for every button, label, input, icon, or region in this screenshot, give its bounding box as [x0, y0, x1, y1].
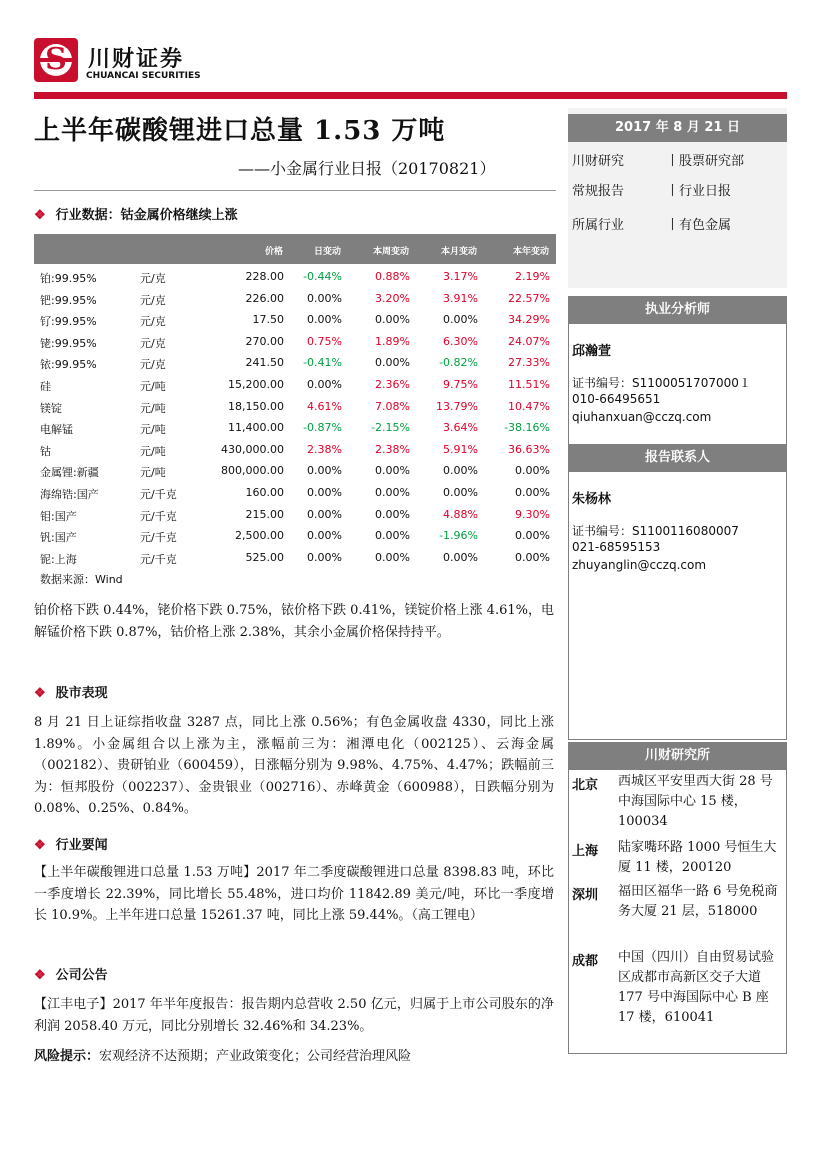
contact-cert: 证书编号：S1100116080007	[572, 524, 739, 538]
table-cell-name: 钒:国产	[40, 531, 77, 545]
brand-name-cn: 川财证券	[88, 47, 185, 72]
table-cell-price: 228.00	[245, 270, 284, 283]
office-city: 深圳	[572, 888, 599, 903]
analyst-heading: 执业分析师	[568, 296, 787, 324]
institute-heading: 川财研究所	[568, 742, 787, 770]
table-cell-price: 15,200.00	[228, 378, 284, 391]
meta-value: 丨行业日报	[666, 184, 732, 199]
table-cell-price: 430,000.00	[221, 442, 284, 456]
table-cell-m: 6.30%	[443, 334, 478, 348]
table-cell-unit: 元/吨	[140, 423, 166, 437]
table-cell-d: -0.87%	[303, 421, 342, 435]
table-cell-price: 241.50	[245, 356, 284, 370]
table-cell-y: 34.29%	[508, 313, 550, 327]
table-cell-d: 4.61%	[307, 399, 342, 413]
price-table-header	[34, 234, 556, 264]
contact-name: 朱杨林	[572, 492, 612, 507]
table-cell-w: -2.15%	[371, 421, 410, 435]
table-cell-d: -0.41%	[303, 356, 342, 370]
table-cell-d: 0.00%	[307, 464, 342, 478]
table-cell-m: -1.96%	[439, 529, 478, 543]
sidebar-people-panel	[568, 296, 787, 740]
table-cell-d: 0.00%	[307, 291, 342, 305]
table-cell-w: 2.38%	[375, 442, 410, 456]
analyst-email[interactable]: qiuhanxuan@cczq.com	[572, 410, 712, 424]
section-heading-news	[34, 834, 108, 853]
table-cell-w: 0.00%	[375, 486, 410, 499]
title-divider	[34, 190, 556, 191]
table-cell-y: -38.16%	[504, 421, 550, 435]
table-cell-m: 0.00%	[443, 550, 478, 564]
table-cell-price: 800,000.00	[221, 464, 284, 478]
table-cell-w: 7.08%	[375, 399, 410, 413]
meta-label: 常规报告	[572, 184, 625, 199]
table-cell-name: 电解锰	[40, 423, 73, 437]
table-cell-price: 215.00	[245, 507, 284, 521]
table-cell-w: 0.00%	[375, 507, 410, 521]
table-cell-name: 镁锭	[40, 401, 62, 415]
office-address: 福田区福华一路 6 号免税商务大厦 21 层，518000	[618, 884, 778, 919]
table-cell-unit: 元/吨	[140, 401, 166, 415]
table-cell-price: 18,150.00	[228, 399, 284, 413]
table-cell-price: 11,400.00	[228, 421, 284, 435]
meta-label: 所属行业	[572, 218, 625, 233]
table-cell-name: 铂:99.95%	[40, 272, 97, 285]
table-cell-name: 钼:国产	[40, 509, 77, 523]
table-cell-y: 27.33%	[508, 356, 550, 370]
table-cell-unit: 元/克	[140, 336, 166, 350]
contact-heading: 报告联系人	[568, 444, 787, 472]
table-cell-y: 0.00%	[515, 464, 550, 478]
table-row	[34, 396, 556, 418]
analyst-name: 邱瀚萱	[572, 344, 612, 359]
report-date: 2017 年 8 月 21 日	[568, 114, 787, 142]
table-cell-d: 0.75%	[307, 334, 342, 348]
table-cell-m: 4.88%	[443, 507, 478, 521]
section-heading-text: 股市表现	[55, 686, 108, 701]
section-heading-company	[34, 964, 108, 983]
contact-email[interactable]: zhuyanglin@cczq.com	[572, 558, 707, 572]
section-heading-text: 公司公告	[55, 968, 108, 983]
table-cell-d: -0.44%	[303, 270, 342, 283]
table-cell-d: 2.38%	[307, 442, 342, 456]
office-address: 中国（四川）自由贸易试验区成都市高新区交子大道 177 号中海国际中心 B 座 17 楼，610041	[618, 950, 775, 1025]
table-cell-w: 0.00%	[375, 529, 410, 543]
table-header-cell: 本月变动	[440, 247, 477, 257]
office-city: 北京	[572, 778, 599, 793]
table-cell-d: 0.00%	[307, 529, 342, 543]
table-cell-m: 0.00%	[443, 464, 478, 478]
table-cell-unit: 元/千克	[140, 509, 177, 523]
contact-phone: 021-68595153	[572, 540, 661, 554]
table-cell-unit: 元/克	[140, 272, 166, 285]
table-cell-w: 0.88%	[375, 270, 410, 283]
section-heading-industry	[34, 204, 238, 223]
table-cell-name: 金属锂:新疆	[40, 466, 99, 480]
table-cell-unit: 元/克	[140, 293, 166, 307]
section-heading-market	[34, 682, 108, 701]
diamond-bullet-icon: ❖	[34, 208, 46, 223]
table-cell-unit: 元/吨	[140, 444, 166, 458]
table-cell-w: 0.00%	[375, 313, 410, 327]
office-city: 上海	[572, 844, 599, 859]
table-cell-m: 3.91%	[443, 291, 478, 305]
table-cell-m: 9.75%	[443, 378, 478, 391]
table-cell-y: 24.07%	[508, 334, 550, 348]
news-summary: 【上半年碳酸锂进口总量 1.53 万吨】2017 年二季度碳酸锂进口总量 8398.83 吨，环比一季度增长 22.39%，同比增长 55.48%，进口均价 11842.89 美元/吨，环比一季度增长 10.9%。上半年进口总量 15261.37 吨，同比上涨 59.44%。（高工锂电）	[34, 865, 554, 923]
brand-name-en: CHUANCAI SECURITIES	[86, 71, 201, 81]
table-cell-d: 0.00%	[307, 313, 342, 327]
table-row	[34, 331, 556, 353]
table-cell-m: 3.64%	[443, 421, 478, 435]
table-cell-y: 11.51%	[508, 378, 550, 391]
diamond-bullet-icon: ❖	[34, 686, 46, 701]
table-cell-name: 铑:99.95%	[40, 336, 97, 350]
office-address: 陆家嘴环路 1000 号恒生大厦 11 楼，200120	[618, 840, 777, 875]
section-heading-text: 行业要闻	[55, 838, 108, 853]
report-subtitle: ——小金属行业日报（20170821）	[238, 159, 496, 178]
meta-value: 丨有色金属	[666, 218, 732, 233]
table-cell-name: 钯:99.95%	[40, 293, 97, 307]
table-header-cell: 本年变动	[512, 247, 549, 257]
table-cell-w: 2.36%	[375, 378, 410, 391]
office-city: 成都	[572, 954, 599, 969]
table-cell-name: 铱:99.95%	[40, 358, 97, 372]
table-cell-y: 0.00%	[515, 529, 550, 543]
industry-summary: 铂价格下跌 0.44%，铑价格下跌 0.75%，铱价格下跌 0.41%，镁锭价格上涨 4.61%，电解锰价格下跌 0.87%，钴价格上涨 2.38%，其余小金属价格保持持平。	[34, 603, 554, 640]
analyst-cert: 证书编号：S1100051707000１	[572, 376, 751, 390]
table-cell-y: 0.00%	[515, 550, 550, 564]
table-cell-unit: 元/吨	[140, 380, 166, 393]
table-row	[34, 525, 556, 547]
table-cell-w: 0.00%	[375, 356, 410, 370]
table-cell-name: 硅	[40, 380, 51, 393]
table-row	[34, 309, 556, 331]
section-heading-text: 行业数据：钴金属价格继续上涨	[55, 208, 238, 223]
table-cell-y: 22.57%	[508, 291, 550, 305]
table-row	[34, 374, 556, 396]
table-cell-name: 钴	[40, 444, 51, 458]
table-cell-price: 270.00	[245, 334, 284, 348]
meta-label: 川财研究	[572, 154, 625, 169]
table-cell-y: 10.47%	[508, 399, 550, 413]
table-cell-w: 0.00%	[375, 550, 410, 564]
table-row	[34, 288, 556, 310]
table-row	[34, 504, 556, 526]
table-cell-unit: 元/千克	[140, 488, 177, 501]
table-cell-m: -0.82%	[439, 356, 478, 370]
table-row	[34, 439, 556, 461]
risk-notice	[34, 1046, 554, 1068]
table-cell-unit: 元/千克	[140, 531, 177, 545]
table-cell-name: 铌:上海	[40, 552, 77, 566]
table-cell-y: 0.00%	[515, 486, 550, 499]
table-header-cell: 价格	[264, 247, 283, 257]
table-cell-m: 0.00%	[443, 486, 478, 499]
table-row	[34, 417, 556, 439]
meta-value: 丨股票研究部	[666, 154, 745, 169]
report-title: 上半年碳酸锂进口总量 1.53 万吨	[34, 116, 446, 146]
office-address: 西城区平安里西大街 28 号中海国际中心 15 楼，100034	[618, 774, 773, 829]
table-cell-unit: 元/克	[140, 315, 166, 329]
table-cell-m: 3.17%	[443, 270, 478, 283]
table-row	[34, 352, 556, 374]
table-cell-unit: 元/吨	[140, 466, 166, 480]
table-cell-price: 525.00	[245, 550, 284, 564]
table-row	[34, 266, 556, 288]
table-cell-w: 3.20%	[375, 291, 410, 305]
table-cell-d: 0.00%	[307, 486, 342, 499]
table-cell-price: 2,500.00	[235, 529, 284, 543]
table-cell-w: 0.00%	[375, 464, 410, 478]
table-cell-price: 160.00	[245, 486, 284, 499]
table-row	[34, 482, 556, 504]
table-cell-y: 9.30%	[515, 507, 550, 521]
table-cell-d: 0.00%	[307, 507, 342, 521]
table-cell-m: 13.79%	[436, 399, 478, 413]
header-divider	[34, 92, 787, 99]
company-logo: S	[34, 38, 78, 82]
table-cell-name: 钌:99.95%	[40, 315, 97, 329]
analyst-phone: 010-66495651	[572, 392, 661, 406]
diamond-bullet-icon: ❖	[34, 838, 46, 853]
risk-text: 宏观经济不达预期；产业政策变化；公司经营治理风险	[99, 1049, 412, 1064]
table-cell-w: 1.89%	[375, 334, 410, 348]
table-header-cell: 日变动	[313, 247, 341, 257]
table-cell-d: 0.00%	[307, 378, 342, 391]
table-cell-y: 36.63%	[508, 442, 550, 456]
table-cell-m: 5.91%	[443, 442, 478, 456]
table-cell-price: 17.50	[252, 313, 284, 327]
table-cell-name: 海绵锆:国产	[40, 488, 99, 501]
table-row	[34, 460, 556, 482]
table-cell-price: 226.00	[245, 291, 284, 305]
table-row	[34, 547, 556, 569]
diamond-bullet-icon: ❖	[34, 968, 46, 983]
table-cell-unit: 元/克	[140, 358, 166, 372]
company-summary: 【江丰电子】2017 年半年度报告：报告期内总营收 2.50 亿元，归属于上市公司股东的净利润 2058.40 万元，同比分别增长 32.46%和 34.23%。	[34, 997, 554, 1034]
table-cell-y: 2.19%	[515, 270, 550, 283]
table-header-cell: 本周变动	[372, 247, 409, 257]
table-cell-d: 0.00%	[307, 550, 342, 564]
table-source-note: 数据来源：Wind	[40, 573, 123, 586]
table-cell-m: 0.00%	[443, 313, 478, 327]
market-summary: 8 月 21 日上证综指收盘 3287 点，同比上涨 0.56%；有色金属收盘 4330，同比上涨 1.89%。小金属组合以上涨为主，涨幅前三为：湘潭电化（002125）、云海金属（002182）、贵研铂业（600459），日涨幅分别为 9.98%、4.75%、4.47%；跌幅前三为：恒邦股份（002237）、金贵银业（002716）、赤峰黄金（600988），日跌幅分别为 0.08%、0.25%、0.84%。	[34, 715, 554, 816]
risk-label: 风险提示：	[34, 1049, 100, 1064]
table-cell-unit: 元/千克	[140, 552, 177, 566]
